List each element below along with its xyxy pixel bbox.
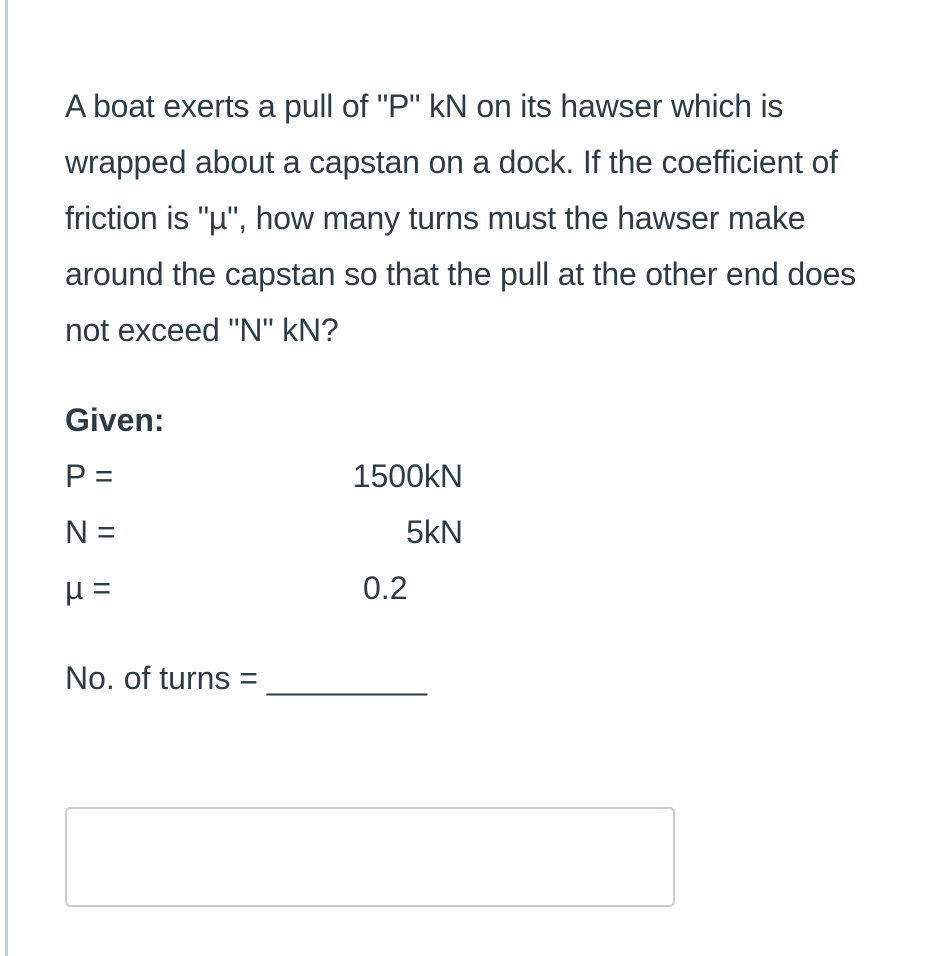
given-label-p: P = xyxy=(65,458,114,494)
given-value-n: 5kN xyxy=(406,514,463,550)
given-label-mu: µ = xyxy=(65,570,112,606)
given-row-mu xyxy=(65,560,485,616)
given-row-n xyxy=(65,504,485,560)
question-text: A boat exerts a pull of "P" kN on its hawser which is wrapped about a capstan on a dock. If the coefficient of friction is "µ", how many turns must the hawser make around the capstan so that the pull at the other end does not exceed "N" kN? xyxy=(65,88,856,348)
given-value-mu: 0.2 xyxy=(363,570,408,606)
answer-input[interactable] xyxy=(65,807,675,907)
given-label-n: N = xyxy=(65,514,116,550)
given-heading: Given: xyxy=(65,402,165,438)
left-border-line xyxy=(5,0,8,956)
given-row-p xyxy=(65,448,485,504)
turns-prompt: No. of turns = _________ xyxy=(65,660,428,696)
given-value-p: 1500kN xyxy=(352,458,463,494)
